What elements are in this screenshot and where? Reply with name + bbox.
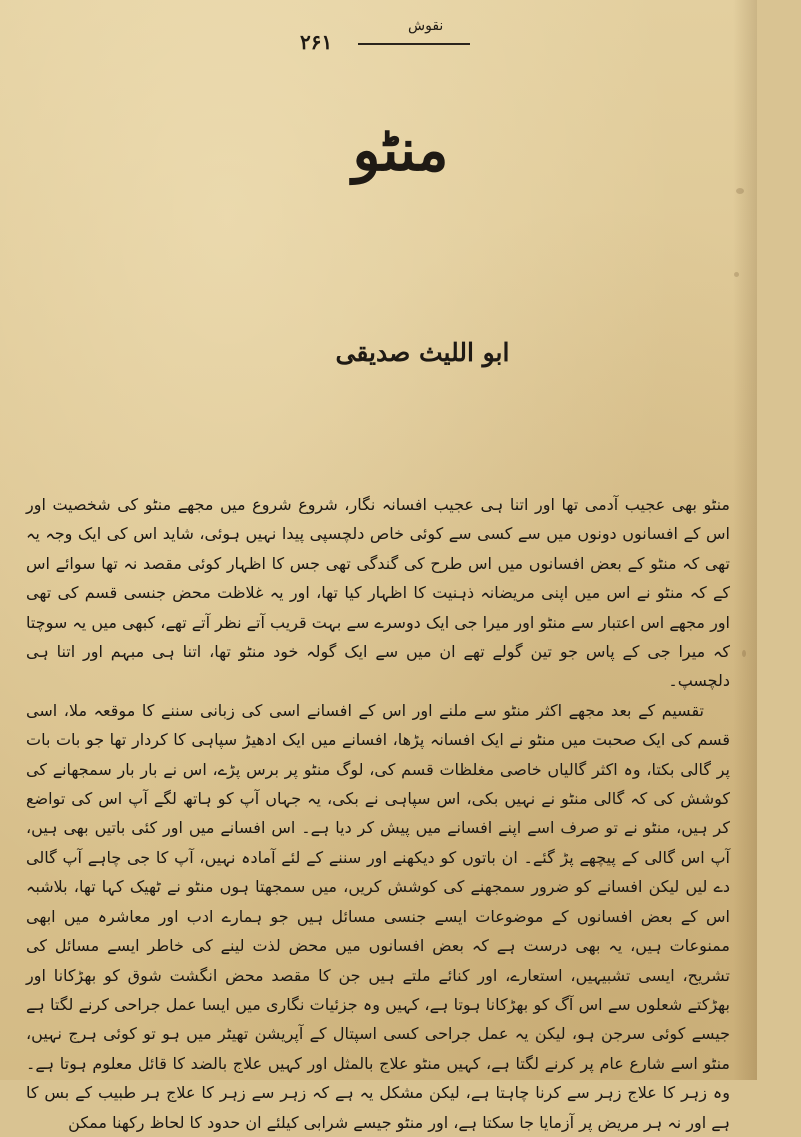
article-title: منٹو <box>352 116 449 184</box>
page-number: ۲۶۱ <box>300 30 333 54</box>
paper-speck <box>742 650 746 657</box>
paragraph-2: تقسیم کے بعد مجھے اکثر منٹو سے ملنے اور اس کے افسانے اسی کی زبانی سننے کا موقعہ ملا، اسی قسم کی ایک صحبت میں منٹو نے ایک افسانہ پڑھا، افسانے میں ایک ادھیڑ سپاہی کا کردار تھا جو بات بات پر گالی بکتا، وہ اکثر گالیاں خاصی مغلظات قسم کی، لوگ منٹو پر برس پڑے، اس نے بار بار سمجھانے کی کوشش کی کہ گالی منٹو نے نہیں بکی، اس سپاہی نے بکی، یہ جہاں آپ کو ہاتھ لگے آپ اس کی تواضع کر ہیں، منٹو نے تو صرف اسے اپنے افسانے میں پیش کر دیا ہے۔ اس افسانے میں اور کئی باتیں بھی ہیں، آپ اس گالی کے پیچھے پڑ گئے۔ ان باتوں کو دیکھنے اور سننے کے لئے آمادہ نہیں، آپ کا جی چاہے آپ گالی دے لیں لیکن افسانے کو ضرور سمجھنے کی کوشش کریں، میں سمجھتا ہوں منٹو نے ٹھیک کہا تھا، بلاشبہ اس کے بعض افسانوں کے موضوعات ایسے جنسی مسائل ہیں جو ہمارے ادب اور معاشرہ میں ابھی ممنوعات ہیں، یہ بھی درست ہے کہ بعض افسانوں میں محض لذت لینے کی خاطر ایسے مسائل کی تشریح، ایسی تشبیہیں، استعارے، اور کنائے ملتے ہیں جن کا مقصد محض انگشت شوق کو بھڑکانا اور بھڑکتے شعلوں سے اس آگ کو بھڑکانا ہوتا ہے، کہیں وہ جزئیات نگاری میں ایسا عمل جراحی کرنے لگتا ہے جیسے کوئی سرجن ہو، لیکن یہ عمل جراحی کسی اسپتال کے آپریشن تھیٹر میں ہو تو کوئی ہرج نہیں، منٹو اسے شارع عام پر کرنے لگتا ہے، کہیں منٹو علاج بالمثل اور کہیں علاج بالضد کا قائل معلوم ہوتا ہے۔ وہ زہر کا علاج زہر سے کرنا چاہتا ہے، لیکن مشکل یہ ہے کہ زہر سے زہر کا علاج ہر طبیب کے بس کا ہے اور نہ ہر مریض پر آزمایا جا سکتا ہے، اور منٹو جیسے شرابی کیلئے ان حدود کا لحاظ رکھنا ممکن <box>26 700 731 1132</box>
author-name: ابو اللیث صدیقی <box>335 338 510 367</box>
paper-speck <box>734 272 739 277</box>
running-header <box>300 18 480 52</box>
paragraph-1: منٹو بھی عجیب آدمی تھا اور اتنا ہی عجیب افسانہ نگار، شروع شروع میں مجھے منٹو کی شخصیت اور اس کے افسانوں دونوں میں سے کسی سے کوئی خاص دلچسپی پیدا نہیں ہوئی، شاید اس کی ایک وجہ یہ تھی کہ منٹو کے بعض افسانوں میں اس طرح کی گندگی تھی جس کا اظہار کوئی مقصد نہ تھا سوائے اس کے کہ منٹو نے اس میں اپنی مریضانہ ذہنیت کا اظہار کیا تھا، اور یہ غلاظت محض جنسی قسم کی تھی اور مجھے اس اعتبار سے منٹو اور میرا جی ایک دوسرے سے بہت قریب آتے نظر آتے تھے، کبھی میں یہ سوچتا کہ میرا جی کے پاس جو تین گولے تھے ان میں سے ایک گولہ خود منٹو تھا، اتنا ہی مبہم اور اتنا ہی دلچسپ۔ <box>26 495 731 691</box>
journal-title: نقوش <box>408 18 444 34</box>
paper-speck <box>736 188 744 194</box>
header-rule <box>358 43 470 45</box>
article-body <box>26 490 731 1132</box>
